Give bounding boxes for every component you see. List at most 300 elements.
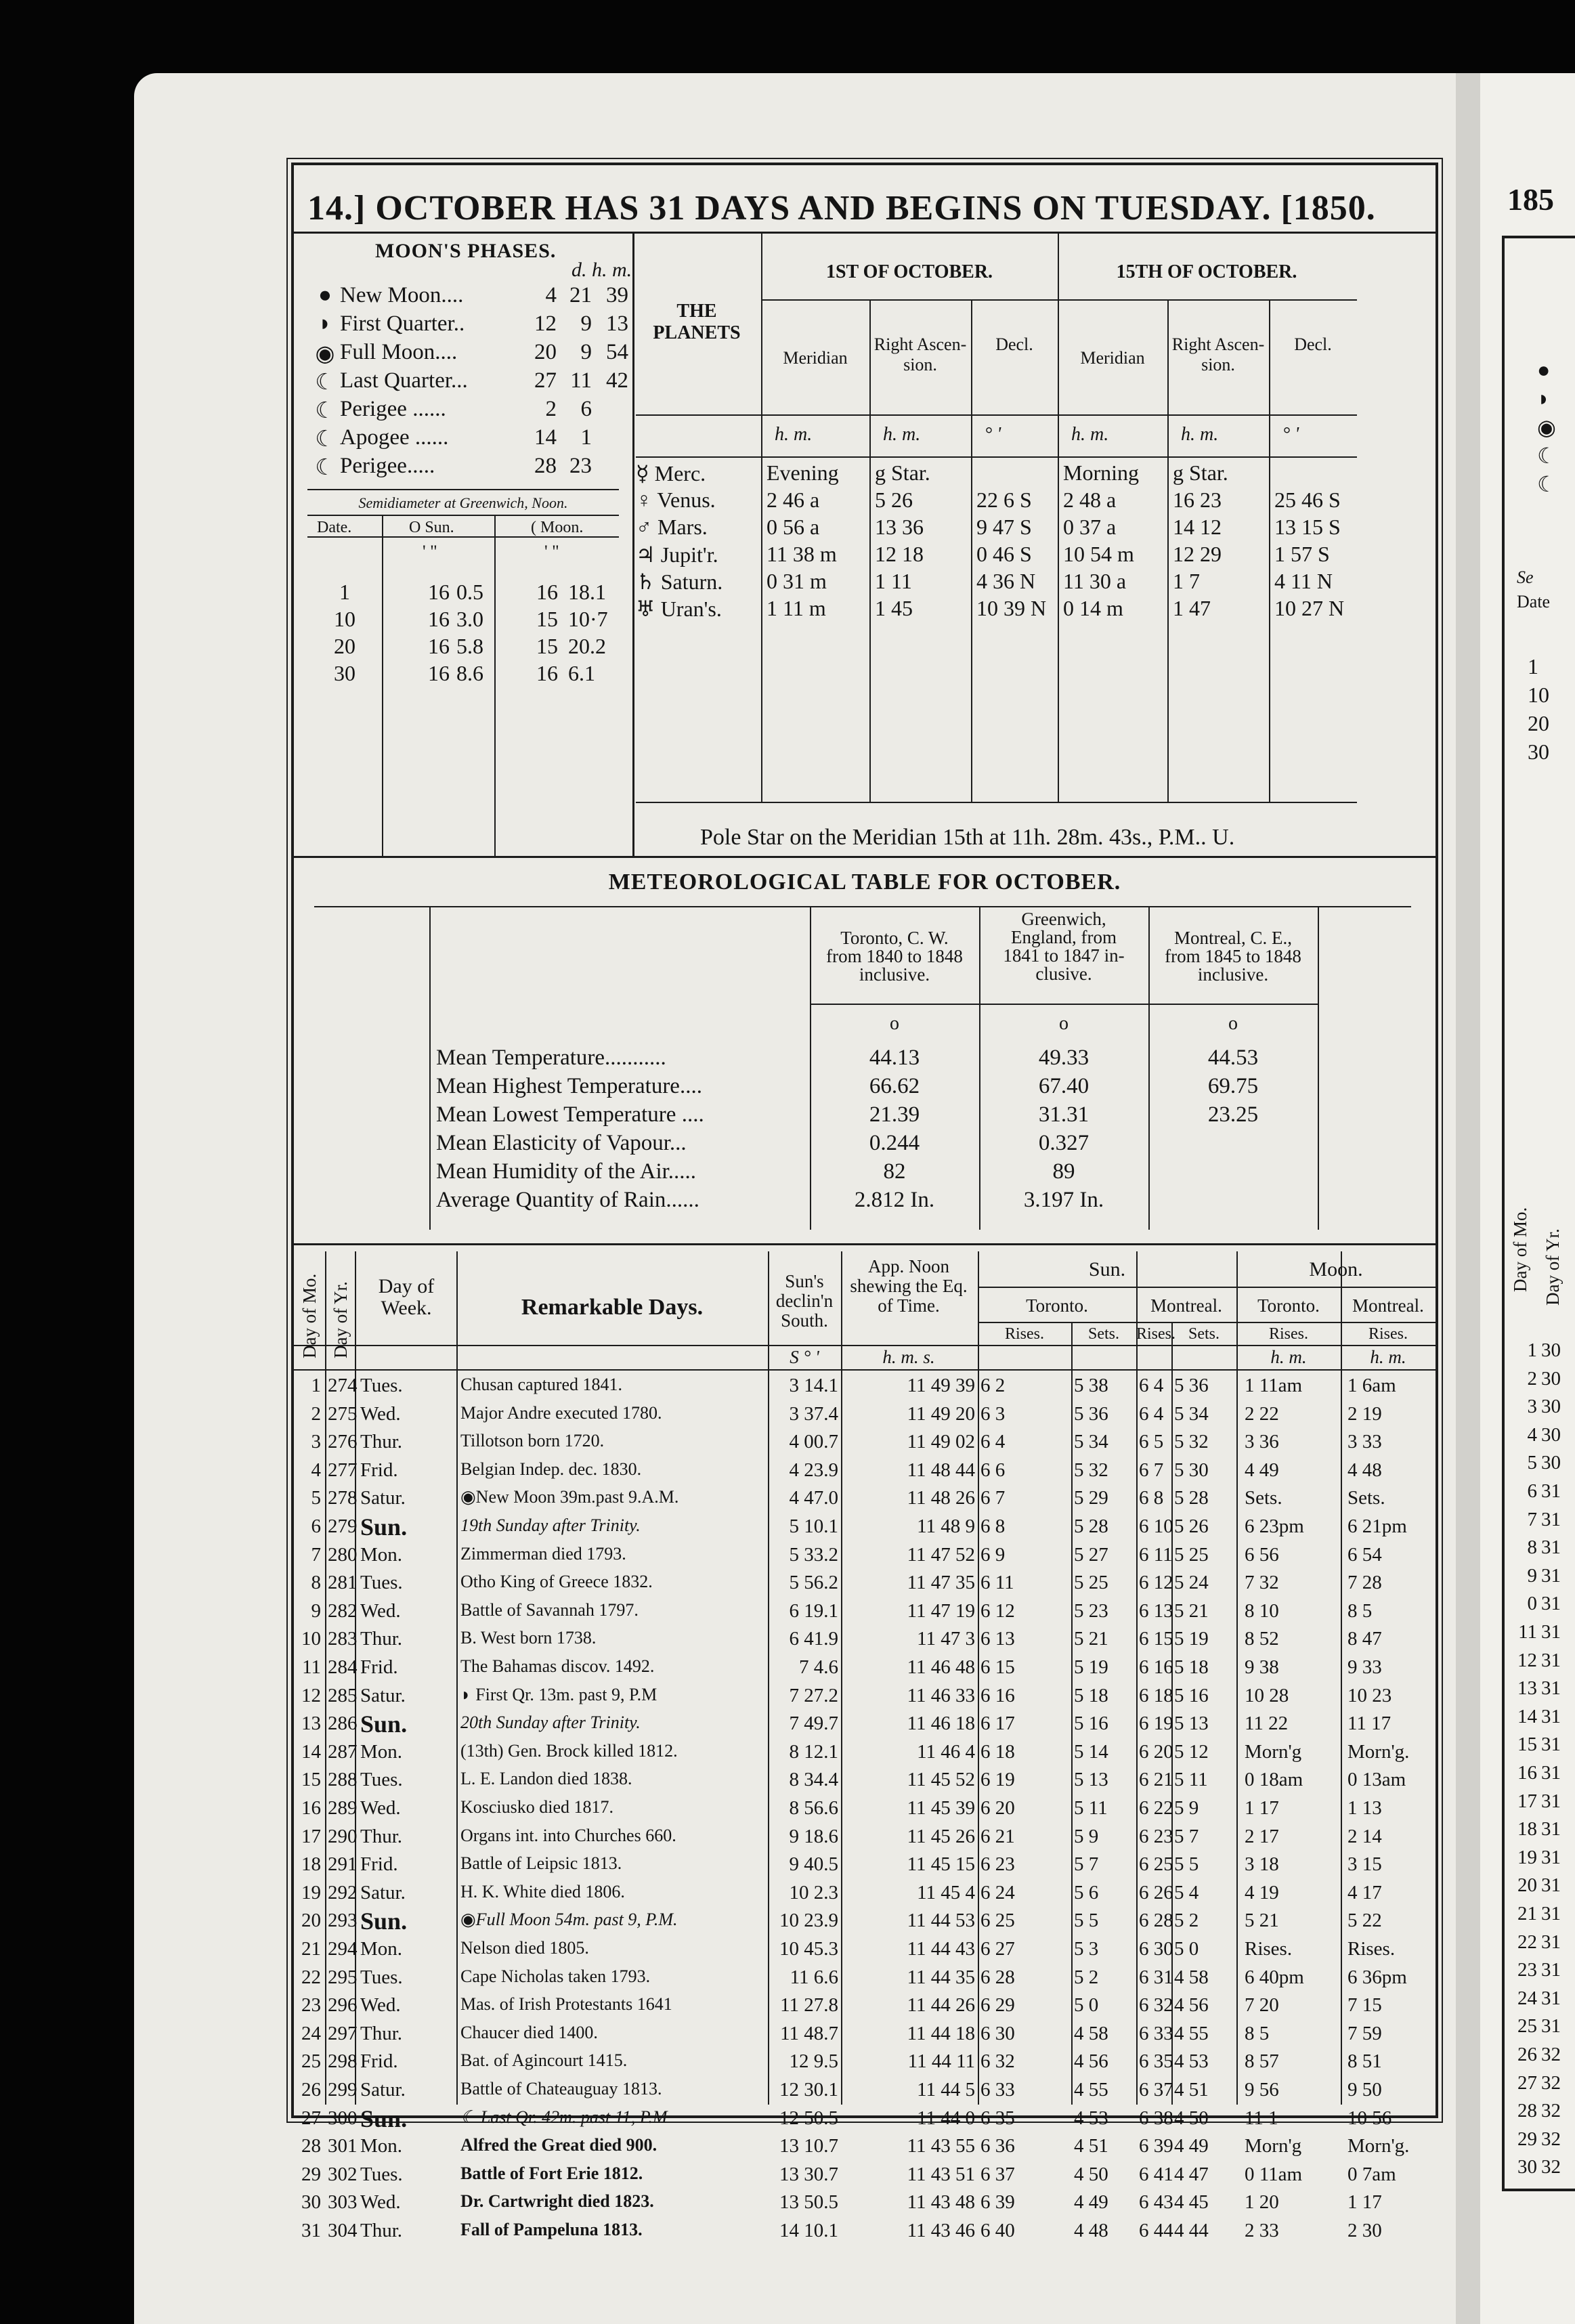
sun-set-toronto: 5 23 <box>1074 1599 1108 1622</box>
moon-phase-hour: 9 <box>580 340 592 364</box>
app-noon: 11 44 11 <box>907 2050 975 2073</box>
semi-sun-sec: 8.6 <box>456 661 483 685</box>
semi-sun-min: 16 <box>428 661 450 685</box>
remarkable-day: Bat. of Agincourt 1415. <box>460 2050 628 2071</box>
rule <box>636 414 1357 416</box>
planet-value: 1 57 S <box>1274 542 1330 566</box>
next-page-row <box>1507 2072 1561 2094</box>
app-noon: 11 49 02 <box>907 1431 975 1453</box>
next-page-day: 3 <box>1527 1396 1537 1418</box>
planets-unit: h. m. <box>775 424 813 445</box>
sun-set-montreal: 4 50 <box>1174 2107 1209 2129</box>
next-page-day: 1 <box>1527 1339 1537 1361</box>
calendar-row <box>294 1570 1436 1598</box>
moon-phase-hour: 11 <box>570 368 592 393</box>
calendar-row <box>294 1655 1436 1683</box>
moon-phase-name: Perigee..... <box>340 454 435 478</box>
moon-phase-row <box>313 311 628 339</box>
next-page-day: 20 <box>1517 1874 1537 1897</box>
sun-set-montreal: 5 9 <box>1174 1797 1199 1819</box>
met-value: 44.53 <box>1207 1046 1259 1070</box>
day-of-week: Frid. <box>360 1853 398 1876</box>
sun-rise-montreal: 6 18 <box>1139 1684 1173 1706</box>
sun-set-toronto: 5 9 <box>1074 1825 1099 1847</box>
sun-set-montreal: 5 13 <box>1174 1713 1209 1735</box>
sun-set-montreal: 4 55 <box>1174 2022 1209 2044</box>
day-of-month: 12 <box>301 1684 321 1706</box>
next-page-day: 24 <box>1517 1987 1537 2009</box>
moon-phase-icon: ☾ <box>315 456 335 480</box>
remarkable-day: Nelson died 1805. <box>460 1938 589 1958</box>
next-page-yr: 31 <box>1541 1508 1561 1530</box>
day-of-year: 281 <box>328 1572 358 1594</box>
moon-rise-toronto: 1 11am <box>1245 1375 1303 1396</box>
sun-declination: 9 18.6 <box>789 1825 838 1847</box>
calendar-row <box>294 1824 1436 1852</box>
moon-rise-montreal: 8 5 <box>1347 1599 1373 1622</box>
moon-rise-toronto: 6 40pm <box>1245 1966 1304 1988</box>
next-page-day: 27 <box>1517 2071 1537 2094</box>
sun-set-toronto: 5 29 <box>1074 1487 1108 1509</box>
next-page-day-of-month-header: Day of Mo. <box>1510 1207 1530 1292</box>
semidiameter-row <box>294 580 619 607</box>
sun-declination: 13 50.5 <box>779 2191 838 2214</box>
sun-set-montreal: 5 19 <box>1174 1628 1209 1650</box>
day-of-week: Mon. <box>360 1740 403 1763</box>
sun-rise-toronto: 6 17 <box>980 1713 1015 1735</box>
book-spine <box>1456 73 1480 2324</box>
planet-value: 1 7 <box>1173 569 1200 593</box>
next-page-semi-header: Se <box>1517 567 1534 587</box>
planet-name: ♃ Jupit'r. <box>636 542 718 567</box>
met-value <box>1148 1159 1318 1186</box>
moon-rise-montreal: 6 36pm <box>1347 1966 1407 1988</box>
moon-phase-row <box>313 368 628 395</box>
sun-set-montreal: 5 34 <box>1174 1402 1209 1425</box>
moon-phase-icon: ● <box>318 283 332 307</box>
sun-set-toronto: 5 13 <box>1074 1769 1108 1791</box>
calendar-row <box>294 1908 1436 1936</box>
sun-rise-montreal: 6 30 <box>1139 1938 1173 1960</box>
day-of-month: 19 <box>301 1881 321 1903</box>
rise-set-header: Rises. <box>1136 1325 1176 1343</box>
app-noon: 11 47 52 <box>907 1543 975 1566</box>
day-of-year: 300 <box>328 2107 358 2129</box>
next-page-yr: 31 <box>1541 1762 1561 1784</box>
moon-rise-toronto: 8 5 <box>1245 2022 1270 2044</box>
sun-rise-montreal: 6 25 <box>1139 1853 1173 1876</box>
met-row-label: Average Quantity of Rain...... <box>436 1188 699 1212</box>
rise-set-header: Rises. <box>1368 1325 1408 1343</box>
decl-units: S ° ' <box>790 1347 819 1367</box>
sun-rise-toronto: 6 25 <box>980 1910 1015 1932</box>
next-page-row <box>1507 1706 1561 1728</box>
moon-rise-toronto: 8 10 <box>1245 1599 1279 1622</box>
semi-sun-min: 16 <box>428 580 450 604</box>
sun-rise-montreal: 6 7 <box>1139 1459 1164 1481</box>
next-page-yr: 31 <box>1541 1790 1561 1812</box>
planet-value: 0 56 a <box>767 515 820 539</box>
planet-value: g Star. <box>1173 460 1228 485</box>
remarkable-day: ◗ First Qr. 13m. past 9, P.M <box>460 1684 657 1704</box>
day-of-month: 7 <box>311 1543 321 1566</box>
remarkable-day: ◉Full Moon 54m. past 9, P.M. <box>460 1910 678 1930</box>
rise-set-header: Rises. <box>1004 1325 1044 1343</box>
day-of-year: 296 <box>328 1994 358 2017</box>
next-page-yr: 31 <box>1541 2015 1561 2038</box>
next-page-row <box>1507 1509 1561 1531</box>
moon-phase-name: First Quarter.. <box>340 311 465 336</box>
planets-unit: h. m. <box>883 424 921 445</box>
sun-set-montreal: 4 53 <box>1174 2050 1209 2073</box>
day-of-year: 293 <box>328 1910 358 1932</box>
met-value: 2.812 In. <box>854 1188 935 1212</box>
moon-phase-hour: 23 <box>569 454 592 478</box>
day-of-week: Satur. <box>360 1684 406 1706</box>
sun-rise-toronto: 6 32 <box>980 2050 1015 2073</box>
planets-group-1st: 1ST OF OCTOBER. <box>825 261 993 282</box>
sun-rise-toronto: 6 9 <box>980 1543 1006 1566</box>
moon-rise-montreal: 7 28 <box>1347 1572 1382 1594</box>
semi-date: 10 <box>334 607 355 631</box>
day-of-year: 291 <box>328 1853 358 1876</box>
day-of-month: 21 <box>301 1938 321 1960</box>
next-page-yr: 31 <box>1541 1677 1561 1700</box>
sun-declination: 3 14.1 <box>789 1375 838 1396</box>
moon-phase-day: 27 <box>534 368 557 393</box>
sun-declination: 10 45.3 <box>779 1938 838 1960</box>
sun-rise-toronto: 6 15 <box>980 1656 1015 1678</box>
moon-phase-row <box>313 283 628 310</box>
sun-declination: 4 47.0 <box>789 1487 838 1509</box>
rule <box>978 1287 1436 1288</box>
app-noon: 11 48 9 <box>917 1515 975 1537</box>
sun-rise-montreal: 6 43 <box>1139 2191 1173 2214</box>
moon-rise-toronto: 3 36 <box>1245 1431 1279 1453</box>
planet-value: 14 12 <box>1173 515 1222 539</box>
calendar-row <box>294 1937 1436 1964</box>
next-page-yr: 32 <box>1541 2071 1561 2094</box>
moon-rise-toronto: 4 19 <box>1245 1881 1279 1903</box>
day-of-year: 284 <box>328 1656 358 1678</box>
next-page-row <box>1507 1536 1561 1559</box>
planet-row <box>636 542 1357 569</box>
day-of-week: Tues. <box>360 1375 403 1396</box>
next-page-row <box>1507 2156 1561 2178</box>
planet-value: 1 11 m <box>767 596 826 620</box>
next-page-row <box>1507 1621 1561 1643</box>
next-page-row <box>1507 1650 1561 1672</box>
sun-declination: 12 30.1 <box>779 2079 838 2101</box>
day-of-month: 13 <box>301 1713 321 1735</box>
planet-value: 12 18 <box>875 542 924 566</box>
day-of-year: 294 <box>328 1938 358 1960</box>
sun-rise-toronto: 6 20 <box>980 1797 1015 1819</box>
next-page-edge <box>1480 73 1575 2324</box>
next-page-yr: 30 <box>1541 1339 1561 1361</box>
next-page-day: 14 <box>1517 1705 1537 1727</box>
next-page-row <box>1507 1565 1561 1587</box>
moon-rise-montreal: 11 17 <box>1347 1713 1391 1735</box>
day-of-month: 16 <box>301 1797 321 1819</box>
planets-label-line: PLANETS <box>653 322 741 343</box>
day-of-week: Tues. <box>360 1769 403 1791</box>
next-page-row <box>1507 1762 1561 1784</box>
planets-unit: h. m. <box>1071 424 1109 445</box>
rule <box>810 1004 1318 1005</box>
next-page-row <box>1507 1396 1561 1418</box>
met-column-header-line: 1841 to 1847 in- <box>1003 945 1125 966</box>
sun-set-toronto: 5 38 <box>1074 1375 1108 1396</box>
moon-rise-montreal: 3 33 <box>1347 1431 1382 1453</box>
met-row-label: Mean Temperature........... <box>436 1046 666 1070</box>
next-page-yr: 30 <box>1541 1423 1561 1446</box>
sun-set-toronto: 5 11 <box>1074 1797 1108 1819</box>
calendar-row <box>294 1514 1436 1542</box>
day-of-month: 17 <box>301 1825 321 1847</box>
rule <box>314 906 1411 907</box>
sun-rise-montreal: 6 39 <box>1139 2135 1173 2157</box>
met-row-label: Mean Highest Temperature.... <box>436 1074 702 1098</box>
met-value: 31.31 <box>1038 1102 1089 1127</box>
sun-set-toronto: 4 55 <box>1074 2079 1108 2101</box>
semi-units: ' " <box>544 542 559 561</box>
day-of-week: Satur. <box>360 2079 406 2101</box>
calendar-row <box>294 1711 1436 1739</box>
moon-phase-min: 42 <box>606 368 628 393</box>
next-page-row <box>1507 1452 1561 1474</box>
next-page-row <box>1507 2015 1561 2038</box>
sun-rise-montreal: 6 13 <box>1139 1599 1173 1622</box>
calendar-row <box>294 1993 1436 2021</box>
app-noon: 11 46 48 <box>907 1656 975 1678</box>
moon-phases-title: MOON'S PHASES. <box>375 240 557 262</box>
planet-name: ♂ Mars. <box>636 515 708 539</box>
next-page-row <box>1507 1368 1561 1390</box>
sun-set-toronto: 5 2 <box>1074 1966 1099 1988</box>
next-page-day: 23 <box>1517 1959 1537 1981</box>
semi-date-header: Date. <box>317 519 352 536</box>
sun-rise-montreal: 6 31 <box>1139 1966 1173 1988</box>
rule <box>307 536 619 538</box>
moon-rise-montreal: 7 59 <box>1347 2022 1382 2044</box>
moon-rise-montreal: 1 13 <box>1347 1797 1382 1819</box>
day-of-month: 31 <box>301 2220 321 2241</box>
planet-value: Morning <box>1063 460 1139 485</box>
day-of-week: Thur. <box>360 2220 403 2241</box>
calendar-row <box>294 1740 1436 1767</box>
moon-rise-toronto: 9 38 <box>1245 1656 1279 1678</box>
remarkable-day: H. K. White died 1806. <box>460 1881 625 1901</box>
semi-moon-sec: 18.1 <box>568 580 606 604</box>
moon-rise-toronto: 11 1 <box>1245 2107 1278 2129</box>
next-page-yr: 31 <box>1541 1959 1561 1981</box>
sun-set-toronto: 4 56 <box>1074 2050 1108 2073</box>
met-degree: o <box>890 1013 899 1034</box>
moon-rise-toronto: 1 17 <box>1245 1797 1279 1819</box>
day-of-week: Sun. <box>360 1513 408 1541</box>
moon-units: h. m. <box>1270 1347 1307 1367</box>
semi-moon-sec: 6.1 <box>568 661 595 685</box>
day-of-month: 23 <box>301 1994 321 2017</box>
sun-set-montreal: 5 32 <box>1174 1431 1209 1453</box>
day-of-week: Wed. <box>360 1797 401 1819</box>
sun-rise-montreal: 6 21 <box>1139 1769 1173 1791</box>
day-of-year: 302 <box>328 2163 358 2185</box>
remarkable-day: L. E. Landon died 1838. <box>460 1769 632 1789</box>
moon-rise-montreal: 9 33 <box>1347 1656 1382 1678</box>
next-page-row <box>1507 1987 1561 2010</box>
sun-set-montreal: 4 56 <box>1174 1994 1209 2017</box>
sun-rise-toronto: 6 13 <box>980 1628 1015 1650</box>
planet-value: 2 46 a <box>767 488 820 512</box>
planet-value: 10 27 N <box>1274 596 1345 620</box>
moon-phase-hour: 6 <box>580 397 592 421</box>
next-page-row <box>1507 1790 1561 1813</box>
planet-value: 10 39 N <box>976 596 1047 620</box>
day-of-week: Thur. <box>360 1825 403 1847</box>
rule <box>294 1243 1436 1245</box>
next-page-title: 185 <box>1507 182 1554 217</box>
sun-declination: 14 10.1 <box>779 2220 838 2241</box>
day-of-month: 26 <box>301 2079 321 2101</box>
day-of-week: Wed. <box>360 1402 401 1425</box>
sun-rise-toronto: 6 33 <box>980 2079 1015 2101</box>
next-page-yr: 31 <box>1541 1987 1561 2009</box>
day-of-year: 279 <box>328 1515 358 1537</box>
next-page-row <box>1507 1903 1561 1925</box>
next-page-row <box>1507 1931 1561 1954</box>
day-of-month: 30 <box>301 2191 321 2214</box>
moon-rise-montreal: Sets. <box>1347 1487 1385 1509</box>
remarkable-day: Tillotson born 1720. <box>460 1431 605 1451</box>
sun-rise-montreal: 6 22 <box>1139 1797 1173 1819</box>
sun-rise-toronto: 6 19 <box>980 1769 1015 1791</box>
day-of-year: 277 <box>328 1459 358 1481</box>
day-of-month: 20 <box>301 1910 321 1932</box>
sun-rise-montreal: 6 32 <box>1139 1994 1173 2017</box>
planet-value: 1 47 <box>1173 596 1211 620</box>
app-noon: 11 45 39 <box>907 1797 975 1819</box>
day-of-week: Satur. <box>360 1487 406 1509</box>
moon-rise-montreal: 2 14 <box>1347 1825 1382 1847</box>
moon-rise-toronto: 7 32 <box>1245 1572 1279 1594</box>
planet-value: 4 36 N <box>976 569 1036 593</box>
sun-set-toronto: 5 27 <box>1074 1543 1108 1566</box>
day-of-month: 29 <box>301 2163 321 2185</box>
next-page-semi-date: 20 <box>1528 711 1549 735</box>
day-of-month: 2 <box>311 1402 321 1425</box>
remarkable-day: Battle of Fort Erie 1812. <box>460 2163 643 2183</box>
day-of-year: 290 <box>328 1825 358 1847</box>
calendar-row <box>294 2021 1436 2049</box>
met-value: 67.40 <box>1038 1074 1089 1098</box>
sun-set-montreal: 5 2 <box>1174 1910 1199 1932</box>
day-of-week: Wed. <box>360 1994 401 2017</box>
app-noon: 11 47 35 <box>907 1572 975 1594</box>
planets-group-15th: 15TH OF OCTOBER. <box>1116 261 1297 282</box>
planet-value: 11 38 m <box>767 542 837 566</box>
semi-date: 1 <box>339 580 350 604</box>
next-page-yr: 31 <box>1541 1734 1561 1756</box>
moon-phase-hour: 9 <box>580 311 592 336</box>
met-row-label: Mean Elasticity of Vapour... <box>436 1131 687 1155</box>
moon-rise-montreal: 3 15 <box>1347 1853 1382 1876</box>
moon-rise-montreal: 9 50 <box>1347 2079 1382 2101</box>
moon-rise-toronto: 8 57 <box>1245 2050 1279 2073</box>
next-page-row <box>1507 1818 1561 1841</box>
next-page-yr: 31 <box>1541 1480 1561 1502</box>
calendar-row <box>294 1880 1436 1908</box>
moon-phase-icon: ☾ <box>315 370 335 395</box>
sun-declination: 12 9.5 <box>789 2050 838 2073</box>
moon-rise-montreal: Morn'g. <box>1347 1740 1410 1763</box>
sun-declination: 6 19.1 <box>789 1599 838 1622</box>
rule <box>761 299 1357 301</box>
semi-moon-min: 16 <box>536 580 558 604</box>
day-of-month: 14 <box>301 1740 321 1763</box>
met-value: 0.327 <box>1038 1131 1089 1155</box>
remarkable-day: Fall of Pampeluna 1813. <box>460 2220 643 2239</box>
moon-rise-montreal: 8 47 <box>1347 1628 1382 1650</box>
planet-value: 10 54 m <box>1063 542 1134 566</box>
moon-phase-row <box>313 340 628 367</box>
sun-rise-montreal: 6 20 <box>1139 1740 1173 1763</box>
sun-rise-montreal: 6 15 <box>1139 1628 1173 1650</box>
sun-rise-toronto: 6 40 <box>980 2220 1015 2241</box>
sun-declination: 7 27.2 <box>789 1684 838 1706</box>
moon-rise-toronto: 2 33 <box>1245 2220 1279 2241</box>
moon-units: h. m. <box>1370 1347 1406 1367</box>
met-column-header-line: from 1840 to 1848 <box>826 946 963 966</box>
sun-set-toronto: 5 3 <box>1074 1938 1099 1960</box>
day-of-year-header: Day of Yr. <box>330 1281 351 1358</box>
day-of-year: 283 <box>328 1628 358 1650</box>
app-noon-header: App. Noon shewing the Eq. of Time. <box>850 1256 968 1316</box>
moon-rise-montreal: 6 54 <box>1347 1543 1382 1566</box>
day-of-month: 10 <box>301 1628 321 1650</box>
next-page-yr: 31 <box>1541 1705 1561 1727</box>
next-page-yr: 32 <box>1541 2044 1561 2065</box>
sun-rise-toronto: 6 2 <box>980 1375 1006 1396</box>
remarkable-day: Chusan captured 1841. <box>460 1375 623 1394</box>
next-page-day: 26 <box>1517 2044 1537 2065</box>
moon-phase-min: 39 <box>606 283 628 307</box>
met-value: 49.33 <box>1038 1046 1089 1070</box>
day-of-week: Sun. <box>360 1710 408 1738</box>
remarkable-day: Cape Nicholas taken 1793. <box>460 1966 651 1986</box>
sun-montreal-header: Montreal. <box>1150 1295 1222 1316</box>
moon-phase-name: Apogee ...... <box>340 425 449 450</box>
app-noon: 11 45 4 <box>917 1881 975 1903</box>
calendar-row <box>294 1402 1436 1429</box>
planet-value: 0 14 m <box>1063 596 1123 620</box>
remarkable-day: Battle of Chateauguay 1813. <box>460 2079 662 2099</box>
app-noon: 11 44 5 <box>917 2079 975 2101</box>
day-of-year: 303 <box>328 2191 358 2214</box>
next-page-row <box>1507 1959 1561 1981</box>
app-noon: 11 43 46 <box>907 2220 975 2241</box>
remarkable-day: Kosciusko died 1817. <box>460 1797 614 1817</box>
sun-set-montreal: 4 47 <box>1174 2163 1209 2185</box>
semi-sun-sec: 0.5 <box>456 580 483 604</box>
moon-phase-name: Perigee ...... <box>340 397 446 421</box>
app-noon: 11 44 26 <box>907 1994 975 2017</box>
moon-rise-toronto: 2 22 <box>1245 1402 1279 1425</box>
next-page-yr: 32 <box>1541 2100 1561 2122</box>
day-of-month: 24 <box>301 2022 321 2044</box>
app-noon: 11 44 35 <box>907 1966 975 1988</box>
